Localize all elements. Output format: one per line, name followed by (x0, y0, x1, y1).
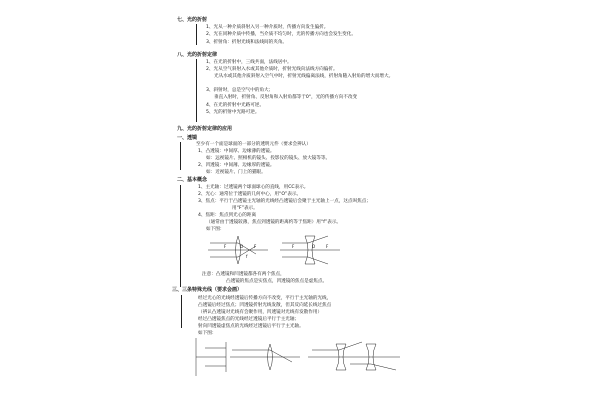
sub2-item-4b: （通常由于透镜较薄，焦点到透镜的距离约等于焦距）用“f”表示。 (206, 220, 342, 225)
sub1-item-2b: 如：近视镜片、门上的猫眼。 (206, 170, 266, 175)
section-8-title: 八、光的折射定律 (177, 52, 218, 58)
sub2-item-3b: 用“F”表示。 (232, 206, 258, 211)
focal-length-label: f (246, 254, 248, 259)
sub3-item-1: 经过光心的光线经透镜后传播方向不改变，平行于主光轴的光线， (198, 296, 332, 301)
sec8-item-2b: 光从水或其他介质斜射入空气中时，折射光线偏离法线，折射角随入射角的增大而增大。 (214, 74, 394, 79)
sub2-note-1: 注意：凸透镜和凹透镜都各有两个焦点， (202, 272, 285, 277)
sub3-item-3: （辨认凸透镜对光线有会聚作用，凹透镜对光线有发散作用） (198, 310, 323, 315)
sec8-item-4: 4、在光的折射中光路可逆。 (206, 103, 265, 108)
sec8-item-5: 5、光的折射中光路可逆。 (206, 110, 260, 115)
section-9-title: 九、光的折射定律的应用 (177, 126, 233, 132)
focus-label: F (292, 244, 295, 249)
section-7-title: 七、光的折射 (177, 17, 208, 23)
convex-lens-diagram (208, 236, 268, 264)
optical-center-label: O (240, 244, 244, 249)
sub2-item-4: 4、焦距：焦点到光心的距离 (198, 213, 257, 218)
sub1-intro: 至少有一个面是球面的一部分的透明元件（要求会辨认） (196, 142, 311, 147)
sub3-item-6: 如下图： (198, 331, 217, 336)
sub1-item-1: 1、凸透镜：中间厚、边缘薄的透镜。 (198, 149, 275, 154)
sub2-note-2: 凸透镜的焦点是实焦点，凹透镜的焦点是虚焦点。 (226, 279, 328, 284)
sub3-item-2: 凸透镜后经过焦点；凹透镜折射光线发散，但其反向延长线过焦点 (198, 303, 332, 308)
sub2-item-1: 1、主光轴：过透镜两个球面球心的直线，用CC表示。 (198, 185, 309, 190)
sub2-item-4c: 如下图： (206, 227, 225, 232)
sub2-item-2: 2、光心：通常位于透镜的几何中心，用“O”表示。 (198, 192, 302, 197)
sec8-item-3b: 垂直入射时，折射角、反射角和入射角都等于0°，光的传播方向不改变 (214, 95, 358, 100)
special-rays-diagrams (196, 338, 400, 376)
sub3-title: 三、三条特殊光线（要求会画） (172, 287, 243, 293)
concave-lens-diagram (280, 236, 340, 264)
sub1-item-1b: 如：远视镜片、照相机的镜头、投影仪的镜头、放大镜等等。 (206, 156, 331, 161)
sec7-item-1: 1、光从一种介质斜射入另一种介质时，传播方向发生偏折。 (206, 25, 329, 30)
sec8-item-3: 3、斜射时，总是空气中的角大； (206, 88, 274, 93)
sub2-item-3: 3、焦点：平行于凸透镜主光轴的光线经凸透镜后会聚于主光轴上一点，这点叫焦点； (198, 199, 371, 204)
focus-label: F (254, 244, 257, 249)
focus-label: F (326, 244, 329, 249)
sec7-item-3: 3、折射角：折射光线和法线间的夹角。 (206, 40, 288, 45)
sub1-title: 一、透镜 (177, 135, 198, 141)
sec8-item-2: 2、光从空气斜射入水或其他介质时，折射光线向法线方向偏折。 (206, 67, 338, 72)
sec8-item-1: 1、在光的折射中，三线共面，法线居中。 (206, 60, 292, 65)
sub3-item-5: 射向凹透镜虚焦点的光线经过透镜后平行于主光轴。 (198, 324, 304, 329)
optical-center-label: O (312, 244, 316, 249)
sub2-title: 二、基本概念 (177, 177, 208, 183)
sub1-item-2: 2、凹透镜：中间薄、边缘厚的透镜。 (198, 163, 275, 168)
sec7-item-2: 2、光在同种介质中传播，当介质不均匀时，光的传播方向也会发生变化。 (206, 32, 356, 37)
sub3-item-4: 经过凸透镜焦点的光线经过透镜后平行于主光轴； (198, 317, 300, 322)
focus-label: F (224, 244, 227, 249)
